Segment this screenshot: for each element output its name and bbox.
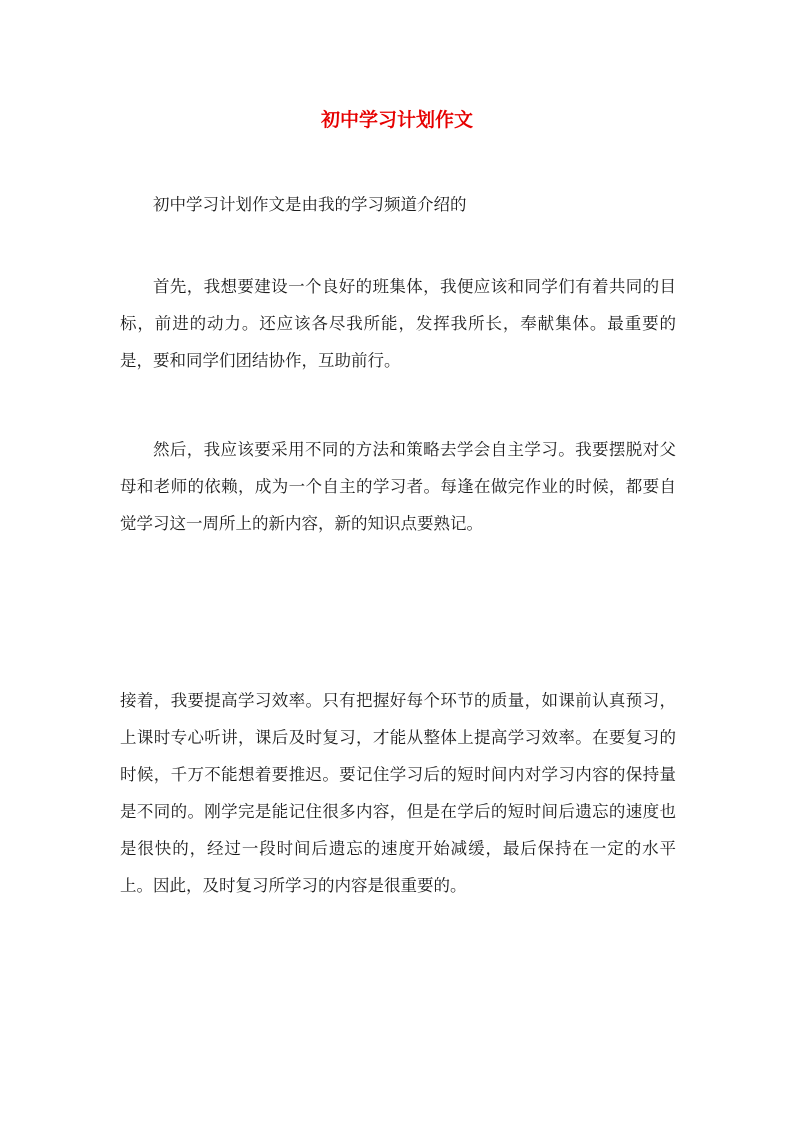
document-title: 初中学习计划作文 — [320, 109, 473, 131]
paragraph-next: 接着，我要提高学习效率。只有把握好每个环节的质量，如课前认真预习，上课时专心听讲，课后及时复习，才能从整体上提高学习效率。在要复习的时候，千万不能想着要推迟。要记住学习后的短时间内对学习内容的保持量是不同的。刚学完是能记住很多内容，但是在学后的短时间后遗忘的速度也是很快的，经过一段时间后遗忘的速度开始减缓，最后保持在一定的水平上。因此，及时复习所学习的内容是很重要的。 — [120, 691, 676, 895]
paragraph-then: 然后，我应该要采用不同的方法和策略去学会自主学习。我要摆脱对父母和老师的依赖，成为一个自主的学习者。每逢在做完作业的时候，都要自觉学习这一周所上的新内容，新的知识点要熟记。 — [120, 440, 676, 533]
paragraph-first: 首先，我想要建设一个良好的班集体，我便应该和同学们有着共同的目标，前进的动力。还应该各尽我所能，发挥我所长，奉献集体。最重要的是，要和同学们团结协作，互助前行。 — [120, 277, 676, 370]
paragraph-intro: 初中学习计划作文是由我的学习频道介绍的 — [153, 195, 467, 214]
